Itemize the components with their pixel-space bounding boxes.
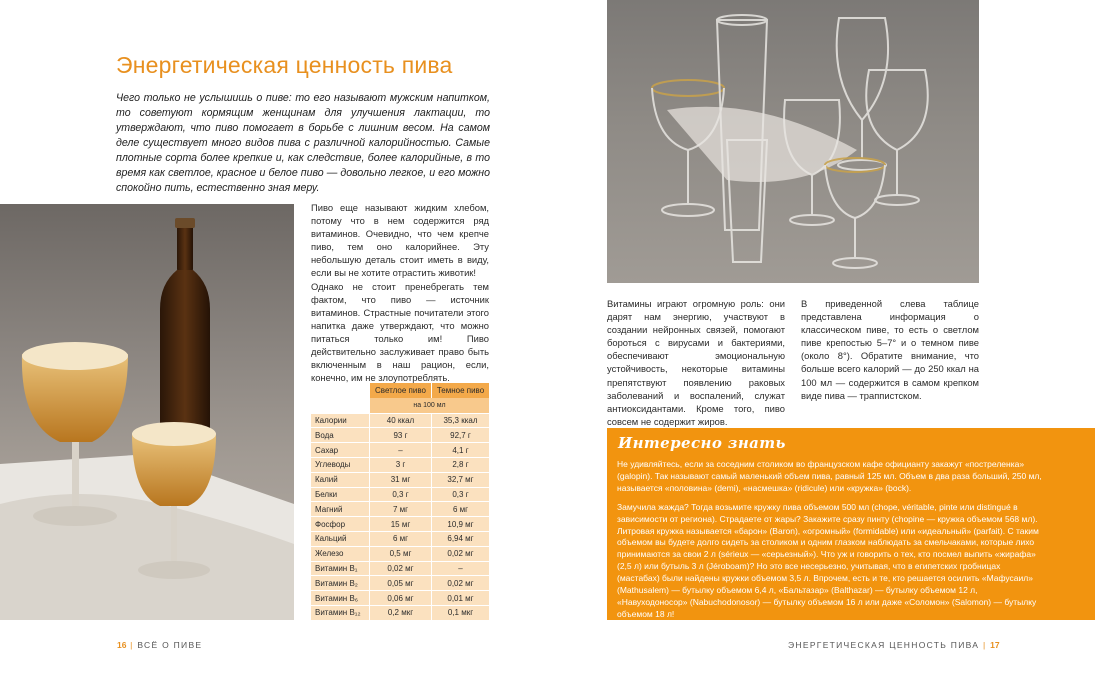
table-row (311, 472, 489, 487)
running-title: ВСЁ О ПИВЕ (137, 640, 203, 650)
page-title: Энергетическая ценность пива (116, 52, 453, 78)
dark-beer-value: 6 мг (431, 501, 489, 516)
dark-beer-value: 32,7 мг (431, 472, 489, 487)
body-paragraph: Витамины играют огромную роль: они дарят нам энергию, участвуют в создании нейронных связей, помогают бороться с вирусами и бактериями, обеспечивают эмоциональную устойчивость, некоторые витамины препятствуют появлению раковых заболеваний и воспалений, служат антиоксидантами. Кроме того, пиво совсем не содержит жиров. (607, 298, 785, 427)
dark-beer-value: 92,7 г (431, 427, 489, 442)
nutrient-name: Калий (311, 472, 369, 487)
nutrient-name: Витамин B₁ (311, 561, 369, 576)
dark-beer-value: 4,1 г (431, 442, 489, 457)
column-header-light: Светлое пиво (369, 383, 431, 398)
table-row (311, 561, 489, 576)
table-row (311, 487, 489, 502)
light-beer-value: 93 г (369, 427, 431, 442)
dark-beer-value: 6,94 мг (431, 531, 489, 546)
body-paragraph: В приведенной слева таблице представлена информация о классическом пиве, то есть о светлом пиве крепостью 5–7° и о темном пиве (около 8°). Обратите внимание, что больше всего калорий — до 250 ккал на 100 мл — содержится в самом крепком виде пива — траппистском. (801, 298, 979, 401)
table-row (311, 590, 489, 605)
light-beer-value: 0,06 мг (369, 590, 431, 605)
table-row (311, 605, 489, 620)
light-beer-value: 0,05 мг (369, 575, 431, 590)
dark-beer-value: 10,9 мг (431, 516, 489, 531)
light-beer-value: 31 мг (369, 472, 431, 487)
nutrient-name: Белки (311, 487, 369, 502)
nutrient-name: Железо (311, 546, 369, 561)
table-row (311, 442, 489, 457)
beer-glasses-illustration (0, 204, 294, 620)
nutrient-name: Витамин B₂ (311, 575, 369, 590)
nutrient-name: Сахар (311, 442, 369, 457)
table-row (311, 427, 489, 442)
table-row (311, 546, 489, 561)
glassware-illustration (607, 0, 979, 283)
page-number: 17 (990, 640, 1000, 650)
column-header-dark: Темное пиво (431, 383, 489, 398)
body-text-right-col1 (607, 297, 785, 428)
light-beer-value: 6 мг (369, 531, 431, 546)
fun-fact-box (607, 428, 1095, 620)
folio-left: 16 | ВСЁ О ПИВЕ (117, 640, 203, 650)
light-beer-value: 3 г (369, 457, 431, 472)
fun-fact-paragraph: Не удивляйтесь, если за соседним столиком во французском кафе официанту закажут «постреленка» (galopin). Так называют самый маленький объем пива, равный 125 мл. Объем в два раза больший, 250 мл, называется «половина» (demi), «насмешка» (ridicule) или «кружка» (bock). (617, 459, 1042, 493)
fun-fact-title: Интересно знать (618, 434, 786, 452)
nutrient-name: Углеводы (311, 457, 369, 472)
nutrition-table (311, 383, 489, 620)
dark-beer-value: 0,02 мг (431, 546, 489, 561)
body-paragraph: Однако не стоит пренебрегать тем фактом, что пиво — источник витаминов. Страстные почитатели этого напитка даже утверждают, что можно питаться только им! Пиво действительно заслуживает право быть включенным в наш рацион, если, конечно, им не злоупотреблять. (311, 280, 489, 384)
light-beer-value: 40 ккал (369, 413, 431, 428)
nutrient-name: Витамин B₆ (311, 590, 369, 605)
light-beer-value: 0,02 мг (369, 561, 431, 576)
running-title: ЭНЕРГЕТИЧЕСКАЯ ЦЕННОСТЬ ПИВА (788, 640, 980, 650)
fun-fact-text (617, 459, 1045, 628)
dark-beer-value: – (431, 561, 489, 576)
table-row (311, 575, 489, 590)
light-beer-value: – (369, 442, 431, 457)
dark-beer-value: 0,01 мг (431, 590, 489, 605)
table-row (311, 413, 489, 428)
light-beer-value: 15 мг (369, 516, 431, 531)
table-row (311, 531, 489, 546)
dark-beer-value: 0,02 мг (431, 575, 489, 590)
table-row (311, 501, 489, 516)
light-beer-value: 0,2 мкг (369, 605, 431, 620)
nutrient-name: Кальций (311, 531, 369, 546)
light-beer-value: 7 мг (369, 501, 431, 516)
dark-beer-value: 2,8 г (431, 457, 489, 472)
light-beer-value: 0,3 г (369, 487, 431, 502)
body-text-left (311, 201, 489, 384)
page-number: 16 (117, 640, 127, 650)
dark-beer-value: 0,3 г (431, 487, 489, 502)
table-row (311, 516, 489, 531)
nutrient-name: Вода (311, 427, 369, 442)
body-text-right-col2 (801, 297, 979, 402)
table-row (311, 457, 489, 472)
light-beer-value: 0,5 мг (369, 546, 431, 561)
lead-paragraph: Чего только не услышишь о пиве: то его называют мужским напитком, то советуют кормящим женщинам для улучшения лактации, то утверждают, что пиво помогает в борьбе с лишним весом. На самом деле существует много видов пива с различной калорийностью. Самые плотные сорта более крепкие и, как следствие, более калорийные, в то время как светлое, красное и белое пиво — довольно легкое, и его можно спокойно пить, естественно зная меру. (116, 92, 490, 194)
beer-glasses-photo (0, 204, 294, 620)
nutrient-name: Витамин B₁₂ (311, 605, 369, 620)
nutrient-name: Калории (311, 413, 369, 428)
folio-right: ЭНЕРГЕТИЧЕСКАЯ ЦЕННОСТЬ ПИВА | 17 (788, 640, 1000, 650)
nutrient-name: Фосфор (311, 516, 369, 531)
fun-fact-paragraph: Замучила жажда? Тогда возьмите кружку пива объемом 500 мл (chope, véritable, pinte или distingué в зависимости от региона). Страдаете от жары? Закажите сразу пинту (chopine — кружка объемом 568 мл). Литровая кружка называется «барон» (Baron), «огромный» (formidable) или «идеальный» (parfait). С таким объемом вы будете долго сидеть за столиком и одним глазком наблюдать за смельчаками, которые лихо принимаются за свои 2 л (sérieux — «серьезный»). Что уж и говорить о тех, кто посмел выпить «жирафа» (2,5 л) или бутыль 3 л (Jéroboam)? Но это все несерьезно, учитывая, что в египетских гробницах (мастабах) были найдены кружки объемом 3,5 л. Впрочем, есть и те, кто решается осилить «Мафусаил» (Mathusalem) — бутылку объемом 6,4 л, «Бальтазар» (Balthazar) — бутылку объемом 12 л, «Навуходоносор» (Nabuchodonosor) — бутылку объемом 16 л или даже «Соломон» (Salomon) — бутылку объемом 18 л! (617, 501, 1039, 619)
empty-glasses-photo (607, 0, 979, 283)
per-volume-label: на 100 мл (369, 398, 489, 413)
body-paragraph: Пиво еще называют жидким хлебом, потому что в нем содержится ряд витаминов. Очевидно, что чем крепче пиво, тем оно калорийнее. Эту небольшую деталь стоит иметь в виду, если вы не хотите отрастить животик! (311, 202, 489, 279)
dark-beer-value: 35,3 ккал (431, 413, 489, 428)
nutrient-name: Магний (311, 501, 369, 516)
dark-beer-value: 0,1 мкг (431, 605, 489, 620)
